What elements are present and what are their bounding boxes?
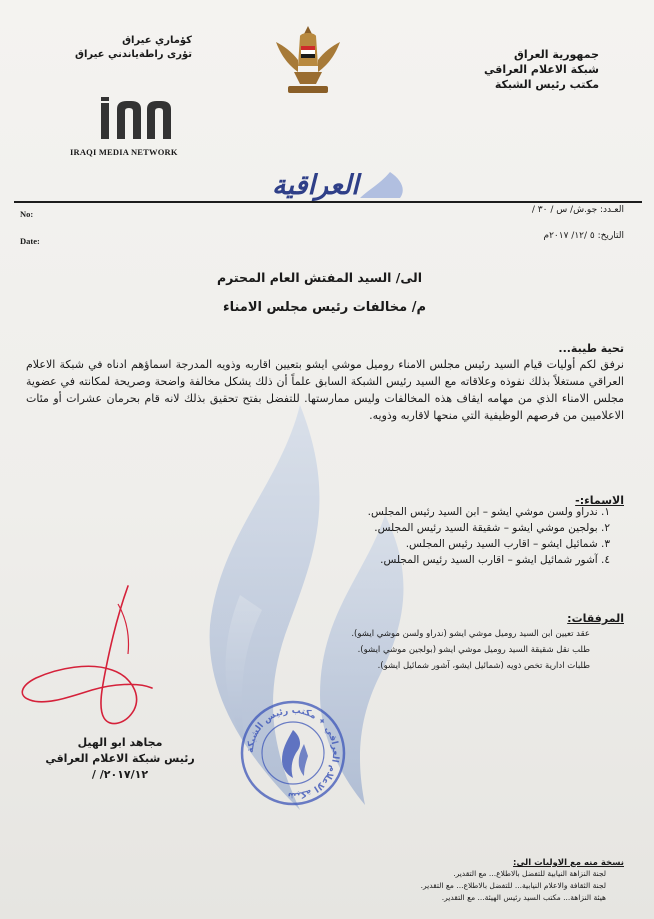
signature-date: ٢٠١٧/١٢/ / xyxy=(91,768,149,781)
list-item: هيئة النزاهة... مكتب السيد رئيس الهيئة... مع التقدير. xyxy=(441,893,606,902)
subject-line: م/ مخالفات رئيس مجلس الامناء xyxy=(222,300,426,315)
list-item: ٢. بولجين موشي ايشو – شقيقة السيد رئيس المجلس. xyxy=(374,522,610,534)
list-item: ١. ندراو ولسن موشي ايشو – ابن السيد رئيس المجلس. xyxy=(367,506,610,518)
list-item: لجنة النزاهة النيابية للتفضل بالاطلاع... مع التقدير. xyxy=(453,869,606,878)
signatory-title: رئيس شبكة الاعلام العراقي xyxy=(45,752,195,765)
attachments-list xyxy=(351,626,590,674)
signatory-name: مجاهد ابو الهيل xyxy=(77,736,163,749)
cc-list xyxy=(421,868,606,904)
header-arabic-line-1: جمهورية العراق xyxy=(514,48,599,61)
imn-logo-icon xyxy=(95,95,195,143)
attachments-heading: المرفقات: xyxy=(567,612,624,625)
header-divider xyxy=(14,201,642,203)
list-item: طلب نقل شقيقة السيد روميل موشي ايشو (بولجين موشي ايشو). xyxy=(357,645,590,655)
date-label: Date: xyxy=(20,236,40,246)
letter-body: نرفق لكم أوليات قيام السيد رئيس مجلس الامناء روميل موشي ايشو بتعيين اقاربه وذويه المدرجة اسماؤهم ادناه في شبكة الاعلام العراقي مستغلاً بذلك نفوذه وعلاقاته مع السيد رئيس الشبكة السابق علماً أن ذلك يشكل مخالفة واضحة وصريحة لمكانته في عضوية مجلس الامناء الذي من مهامه ايقاف هذه المخالفات وليس ممارستها. للتفضل بفتح تحقيق بذلك لانه قام بحرمان عشرات أو مئات الاعلاميين من فرصهم الوظيفية التي منحها لاقاربه وذويه. xyxy=(26,358,624,422)
recipient-line: الى/ السيد المفتش العام المحترم xyxy=(216,270,422,285)
network-name-en: IRAQI MEDIA NETWORK xyxy=(70,147,178,157)
list-item: لجنة الثقافة والاعلام النيابية... للتفضل بالاطلاع... مع التقدير. xyxy=(420,881,606,890)
header-arabic-line-3: مكتب رئيس الشبكة xyxy=(494,78,599,91)
stamp-text: شبكة الاعلام العراقي ✦ مكتب رئيس الشبكة xyxy=(245,705,341,801)
list-item: طلبات ادارية تخص ذويه (شمائيل ايشو، آشور شمائيل ايشو). xyxy=(377,661,590,671)
names-heading: الاسماء:- xyxy=(575,494,624,507)
header-kurdish xyxy=(75,34,192,62)
header-arabic-line-2: شبكة الاعلام العراقي xyxy=(484,63,599,76)
header-kurdish-line-1: كؤماري عيراق xyxy=(122,35,192,46)
document-date: التاريخ: ٥ /١٢/ ٢٠١٧م xyxy=(543,231,624,241)
signature-block xyxy=(40,735,200,783)
header-arabic xyxy=(484,47,599,92)
iraq-eagle-emblem-icon xyxy=(272,22,344,98)
list-item: ٤. آشور شمائيل ايشو – اقارب السيد رئيس المجلس. xyxy=(380,554,610,566)
list-item: عقد تعيين ابن السيد روميل موشي ايشو (ندراو ولسن موشي ايشو). xyxy=(351,629,590,639)
official-stamp-icon xyxy=(238,698,348,808)
list-item: ٣. شمائيل ايشو – اقارب السيد رئيس المجلس. xyxy=(405,538,610,550)
reference-number: العـدد: جو.ش/ س / ٣٠ / xyxy=(531,205,624,215)
greeting: تحية طيبة... xyxy=(558,342,624,355)
brand-wordmark-text: العراقية xyxy=(272,170,359,201)
names-list xyxy=(368,504,610,568)
header-kurdish-line-2: تؤرى راطةياندني عيراق xyxy=(75,49,192,60)
no-label: No: xyxy=(20,209,34,219)
signature-scribble-icon xyxy=(0,578,220,738)
cc-heading: نسخة منه مع الاوليات الى: xyxy=(513,858,624,868)
